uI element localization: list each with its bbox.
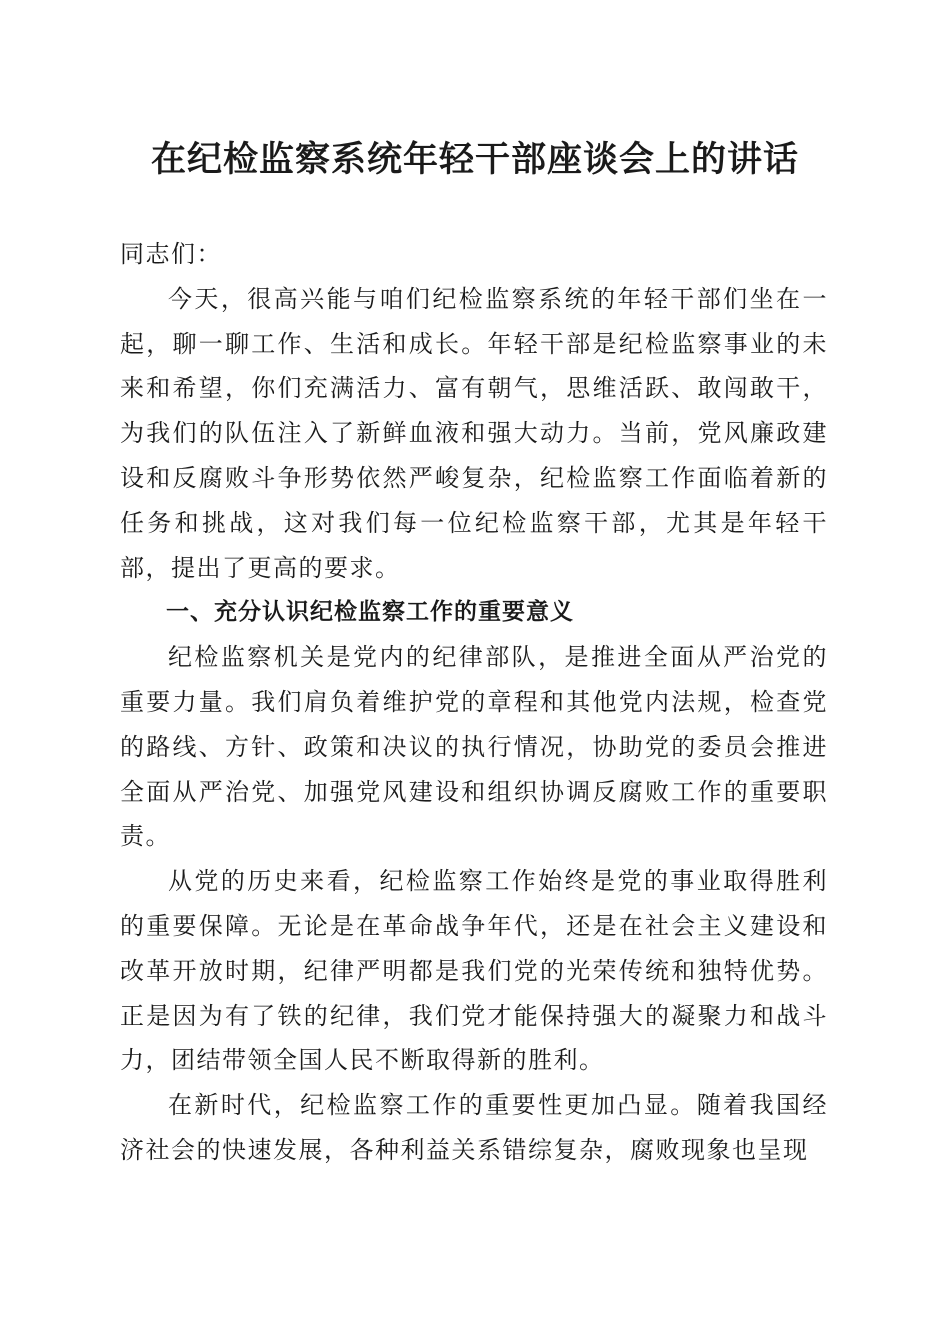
salutation: 同志们： xyxy=(120,240,222,268)
document-body xyxy=(120,232,828,1173)
paragraph-history: 从党的历史来看，纪检监察工作始终是党的事业取得胜利的重要保障。无论是在革命战争年代，还是在社会主义建设和改革开放时期，纪律严明都是我们党的光荣传统和独特优势。正是因为有了铁的纪律，我们党才能保持强大的凝聚力和战斗力，团结带领全国人民不断取得新的胜利。 xyxy=(120,867,828,1075)
section-heading-1: 一、充分认识纪检监察工作的重要意义 xyxy=(166,599,574,626)
paragraph-new-era: 在新时代，纪检监察工作的重要性更加凸显。随着我国经济社会的快速发展，各种利益关系错综复杂，腐败现象也呈现 xyxy=(120,1091,828,1164)
paragraph-intro: 今天，很高兴能与咱们纪检监察系统的年轻干部们坐在一起，聊一聊工作、生活和成长。年轻干部是纪检监察事业的未来和希望，你们充满活力、富有朝气，思维活跃、敢闯敢干，为我们的队伍注入了新鲜血液和强大动力。当前，党风廉政建设和反腐败斗争形势依然严峻复杂，纪检监察工作面临着新的任务和挑战，这对我们每一位纪检监察干部，尤其是年轻干部，提出了更高的要求。 xyxy=(120,284,828,582)
document-title: 在纪检监察系统年轻干部座谈会上的讲话 xyxy=(150,139,799,180)
paragraph-role: 纪检监察机关是党内的纪律部队，是推进全面从严治党的重要力量。我们肩负着维护党的章程和其他党内法规，检查党的路线、方针、政策和决议的执行情况，协助党的委员会推进全面从严治党、加强党风建设和组织协调反腐败工作的重要职责。 xyxy=(120,643,828,851)
